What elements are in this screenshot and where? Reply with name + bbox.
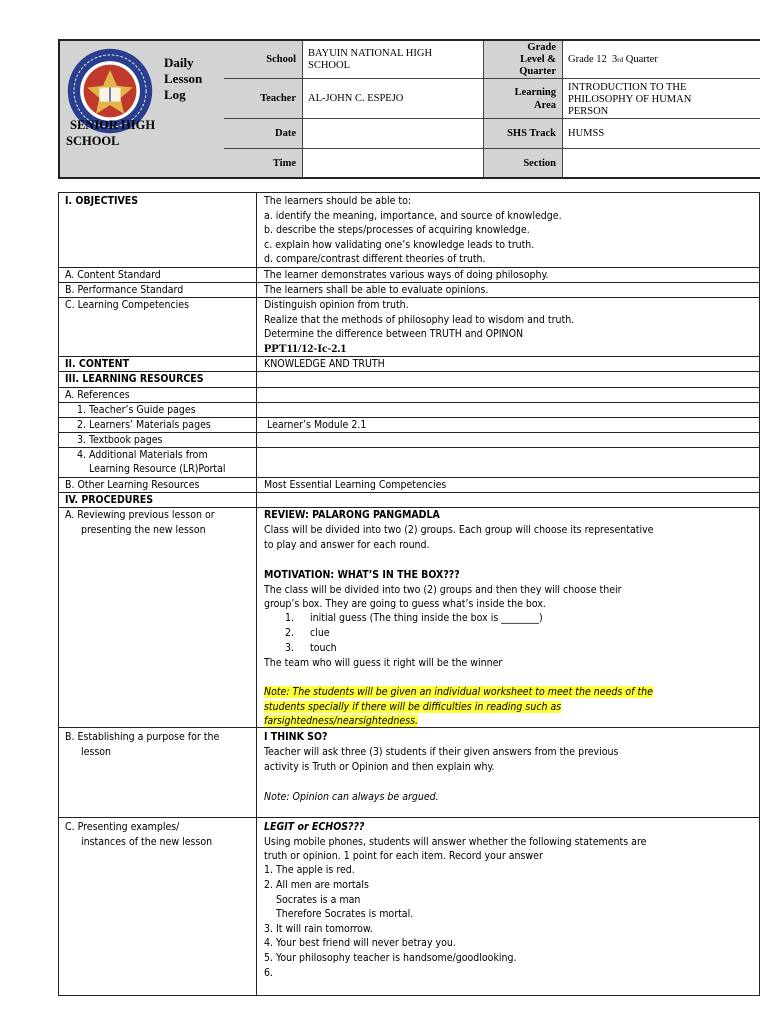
statement-item: 3. It will rain tomorrow. [264,923,373,935]
grade-level-quarter-label: Grade Level & Quarter [484,41,563,79]
activity-line: truth or opinion. 1 point for each item. Record your answer [264,850,543,862]
step-text: touch [310,642,337,654]
statement-item: Therefore Socrates is mortal. [276,908,414,920]
statement-item: 1. The apple is red. [264,864,355,876]
statement-item: 5. Your philosophy teacher is handsome/goodlooking. [264,952,517,964]
step-number: 2. [285,627,295,639]
objectives-line: d. compare/contrast different theories of truth. [264,253,486,265]
additional-materials-label-cont: Learning Resource (LR)Portal [89,463,226,475]
competency-line: Realize that the methods of philosophy lead to wisdom and truth. [264,314,575,326]
purpose-line: Teacher will ask three (3) students if their given answers from the previous [264,746,619,758]
school-label: School [224,41,303,79]
winner-line: The team who will guess it right will be the winner [264,657,503,669]
competency-line: Distinguish opinion from truth. [264,299,409,311]
lesson-plan-table [58,192,760,996]
motivation-title: MOTIVATION: WHAT’S IN THE BOX??? [264,569,460,581]
time-value[interactable] [303,149,484,177]
other-resources-value: Most Essential Learning Competencies [264,479,447,491]
performance-standard-value: The learners shall be able to evaluate opinions. [264,284,489,296]
step-number: 1. [285,612,295,624]
review-line: to play and answer for each round. [264,539,430,551]
column-divider [256,193,257,995]
section-value[interactable] [563,149,760,177]
objectives-line: b. describe the steps/processes of acquiring knowledge. [264,224,530,236]
date-label: Date [224,119,303,149]
procedure-a-label: A. Reviewing previous lesson or [65,509,215,521]
content-standard-label: A. Content Standard [65,269,161,281]
statement-item: Socrates is a man [276,894,361,906]
statement-item: 4. Your best friend will never betray you. [264,937,456,949]
competency-line: Determine the difference between TRUTH and OPINON [264,328,524,340]
objectives-line: a. identify the meaning, importance, and source of knowledge. [264,210,562,222]
procedure-c-label-cont: instances of the new lesson [81,836,213,848]
row-rule [59,817,759,818]
shs-track-label: SHS Track [484,119,563,149]
procedures-label: IV. PROCEDURES [65,494,154,506]
i-think-so-title: I THINK SO? [264,731,328,743]
teachers-guide-label: 1. Teacher’s Guide pages [77,404,196,416]
time-label: Time [224,149,303,177]
content-value: KNOWLEDGE AND TRUTH [264,358,385,370]
references-label: A. References [65,389,130,401]
procedure-b-label: B. Establishing a purpose for the [65,731,220,743]
daily-lesson-log-title: Daily Lesson Log [164,55,203,102]
section-label: Section [484,149,563,177]
row-rule [59,387,759,388]
row-rule [59,492,759,493]
objectives-line: The learners should be able to: [264,195,412,207]
learners-materials-label: 2. Learners’ Materials pages [77,419,211,431]
procedure-c-label: C. Presenting examples/ [65,821,180,833]
statement-item: 2. All men are mortals [264,879,369,891]
accommodation-note: farsightedness/nearsightedness. [264,715,419,727]
other-resources-label: B. Other Learning Resources [65,479,200,491]
step-number: 3. [285,642,295,654]
activity-line: Using mobile phones, students will answer whether the following statements are [264,836,647,848]
statement-item: 6. [264,967,274,979]
learning-area-value: INTRODUCTION TO THE PHILOSOPHY OF HUMAN PERSON [563,79,760,119]
accommodation-note: students specially if there will be difficulties in reading such as [264,701,562,713]
row-rule [59,432,759,433]
teacher-label: Teacher [224,79,303,119]
motivation-line: The class will be divided into two (2) groups and then they will choose their [264,584,622,596]
competencies-label: C. Learning Competencies [65,299,190,311]
textbook-pages-label: 3. Textbook pages [77,434,163,446]
review-title: REVIEW: PALARONG PANGMADLA [264,509,440,521]
legit-or-echos-title: LEGIT or ECHOS??? [264,821,365,833]
accommodation-note: Note: The students will be given an individual worksheet to meet the needs of the [264,686,653,698]
teacher-value: AL-JOHN C. ESPEJO [303,79,484,119]
date-value[interactable] [303,119,484,149]
procedure-a-label-cont: presenting the new lesson [81,524,206,536]
school-value: BAYUIN NATIONAL HIGH SCHOOL [303,41,484,79]
objectives-line: c. explain how validating one’s knowledge leads to truth. [264,239,535,251]
row-rule [59,356,759,357]
review-line: Class will be divided into two (2) groups. Each group will choose its representative [264,524,654,536]
performance-standard-label: B. Performance Standard [65,284,184,296]
step-text: initial guess (The thing inside the box is ________) [310,612,543,624]
opinion-note: Note: Opinion can always be argued. [264,791,439,803]
learners-materials-value: Learner’s Module 2.1 [267,419,367,431]
school-level-label: SENIOR HIGH SCHOOL [66,118,156,148]
step-text: clue [310,627,330,639]
learning-resources-label: III. LEARNING RESOURCES [65,373,204,385]
purpose-line: activity is Truth or Opinion and then explain why. [264,761,495,773]
content-standard-value: The learner demonstrates various ways of doing philosophy. [264,269,549,281]
competency-code: PPT11/12-Ic-2.1 [264,341,347,355]
content-label: II. CONTENT [65,358,130,370]
procedure-b-label-cont: lesson [81,746,112,758]
learning-area-label: Learning Area [484,79,563,119]
motivation-line: group’s box. They are going to guess what’s inside the box. [264,598,546,610]
objectives-label: I. OBJECTIVES [65,195,139,207]
grade-quarter-value: Grade 12 3 rd Quarter [563,41,760,79]
shs-track-value: HUMSS [563,119,760,149]
additional-materials-label: 4. Additional Materials from [77,449,208,461]
lesson-log-header [58,39,760,179]
header-identity-panel [60,41,225,177]
